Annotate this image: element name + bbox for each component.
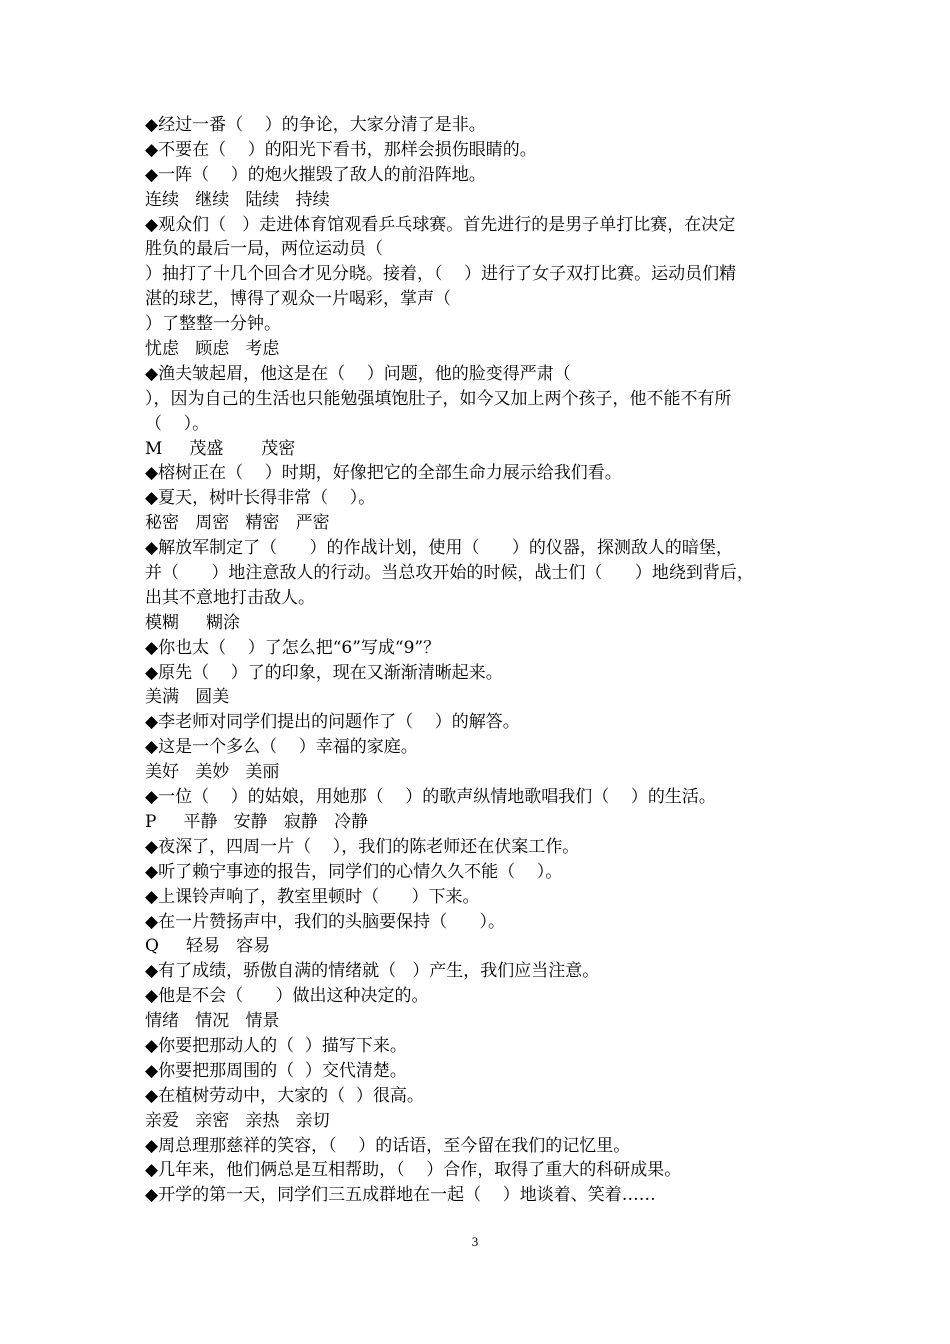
text-line: 并（ ）地注意敌人的行动。当总攻开始的时候，战士们（ ）地绕到背后， xyxy=(145,563,754,584)
text-line: ◆李老师对同学们提出的问题作了（ ）的解答。 xyxy=(145,712,520,733)
text-line: ◆不要在（ ）的阳光下看书，那样会损伤眼睛的。 xyxy=(145,139,537,160)
text-line: ◆夏天，树叶长得非常（ ）。 xyxy=(145,488,376,509)
text-line: ◆一阵（ ）的炮火摧毁了敌人的前沿阵地。 xyxy=(145,164,486,185)
text-line: ◆观众们（ ）走进体育馆观看乒乓球赛。首先进行的是男子单打比赛，在决定 xyxy=(145,214,736,235)
text-line: ◆几年来，他们俩总是互相帮助，（ ）合作，取得了重大的科研成果。 xyxy=(145,1160,682,1181)
text-line: ）了整整一分钟。 xyxy=(145,314,281,335)
text-line: ◆周总理那慈祥的笑容，（ ）的话语，至今留在我们的记忆里。 xyxy=(145,1135,631,1156)
text-line: 湛的球艺，博得了观众一片喝彩，掌声（ xyxy=(145,289,451,310)
text-line: ◆他是不会（ ）做出这种决定的。 xyxy=(145,986,429,1007)
text-line: ◆一位（ ）的姑娘，用她那（ ）的歌声纵情地歌唱我们（ ）的生活。 xyxy=(145,787,716,808)
text-line: 美满 圆美 xyxy=(145,687,230,708)
text-line: ◆在一片赞扬声中，我们的头脑要保持（ ）。 xyxy=(145,911,505,932)
text-line: ◆你要把那周围的（ ）交代清楚。 xyxy=(145,1060,407,1081)
text-line: 模糊 糊涂 xyxy=(145,612,241,633)
text-line: ◆榕树正在（ ）时期，好像把它的全部生命力展示给我们看。 xyxy=(145,463,622,484)
text-line: ），因为自己的生活也只能勉强填饱肚子，如今又加上两个孩子，他不能不有所 xyxy=(145,388,732,409)
text-line: ◆上课铃声响了，教室里顿时（ ）下来。 xyxy=(145,886,480,907)
text-line: 情绪 情况 情景 xyxy=(145,1011,280,1032)
text-line: P 平静 安静 寂静 冷静 xyxy=(145,811,369,832)
text-line: Q 轻易 容易 xyxy=(145,936,271,957)
text-line: ◆在植树劳动中，大家的（ ）很高。 xyxy=(145,1085,424,1106)
text-line: 胜负的最后一局，两位运动员（ xyxy=(145,239,383,260)
text-line: ◆渔夫皱起眉，他这是在（ ）问题，他的脸变得严肃（ xyxy=(145,363,571,384)
text-line: ◆开学的第一天，同学们三五成群地在一起（ ）地谈着、笑着…… xyxy=(145,1185,656,1206)
text-line: ◆夜深了，四周一片（ ），我们的陈老师还在伏案工作。 xyxy=(145,836,580,857)
text-line: （ ）。 xyxy=(145,413,210,434)
text-line: 美好 美妙 美丽 xyxy=(145,762,280,783)
text-line: ◆有了成绩，骄傲自满的情绪就（ ）产生，我们应当注意。 xyxy=(145,961,600,982)
text-line: 忧虑 顾虑 考虑 xyxy=(145,339,280,360)
text-line: 出其不意地打击敌人。 xyxy=(145,587,315,608)
text-line: ◆经过一番（ ）的争论，大家分清了是非。 xyxy=(145,115,486,135)
document-body xyxy=(145,113,810,1208)
text-line: ◆这是一个多么（ ）幸福的家庭。 xyxy=(145,737,418,758)
text-line: 秘密 周密 精密 严密 xyxy=(145,513,330,534)
text-line: M 茂盛 茂密 xyxy=(145,438,296,459)
text-line: 连续 继续 陆续 持续 xyxy=(145,189,330,210)
text-line: 亲爱 亲密 亲热 亲切 xyxy=(145,1110,330,1131)
text-line: ）抽打了十几个回合才见分晓。接着，（ ）进行了女子双打比赛。运动员们精 xyxy=(145,264,737,285)
text-line: ◆听了赖宁事迹的报告，同学们的心情久久不能（ ）。 xyxy=(145,861,563,882)
text-line: ◆你要把那动人的（ ）描写下来。 xyxy=(145,1035,407,1056)
text-line: ◆原先（ ）了的印象，现在又渐渐清晰起来。 xyxy=(145,662,503,683)
page-number: 3 xyxy=(471,1234,479,1249)
text-line: ◆解放军制定了（ ）的作战计划，使用（ ）的仪器，探测敌人的暗堡， xyxy=(145,538,733,559)
text-line: ◆你也太（ ）了怎么把“6”写成“9”？ xyxy=(145,637,441,658)
